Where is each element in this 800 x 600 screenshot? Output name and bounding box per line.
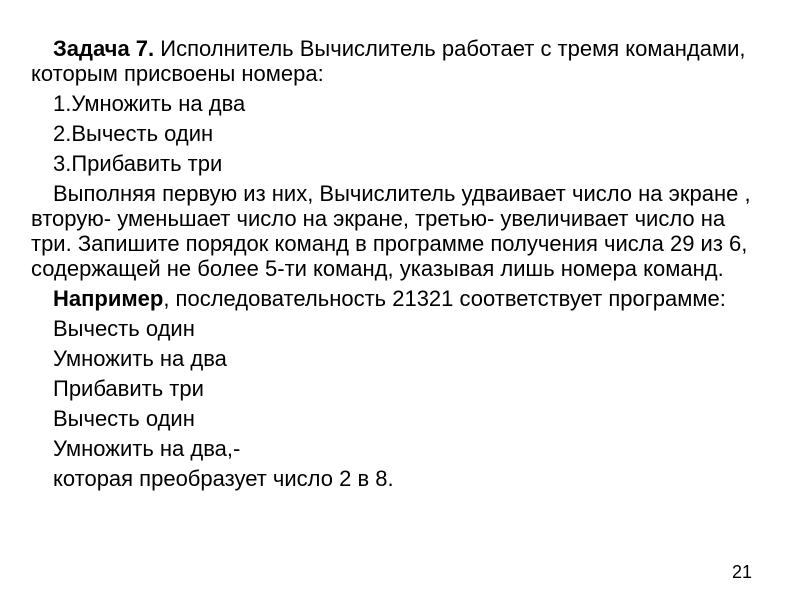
- example-step-4: Вычесть один: [53, 406, 195, 431]
- example-text: , последовательность 21321 соответствует программе:: [163, 286, 726, 311]
- slide-content: [31, 36, 771, 496]
- task-description: Выполняя первую из них, Вычислитель удваивает число на экране , вторую- уменьшает число на экране, третью- увеличивает число на три. Запишите порядок команд в программе получения числа 29 из 6, содержащей не более 5-ти команд, указывая лишь номера команд.: [31, 181, 751, 281]
- page-number: 21: [731, 562, 752, 582]
- example-step-2: Умножить на два: [53, 346, 227, 371]
- example-step-1: Вычесть один: [53, 316, 195, 341]
- example-conclusion: которая преобразует число 2 в 8.: [53, 466, 394, 491]
- task-intro: Исполнитель Вычислитель работает с тремя командами, которым присвоены номера:: [31, 36, 746, 86]
- example-step-3: Прибавить три: [53, 376, 204, 401]
- example-statement: [31, 286, 771, 311]
- command-item-3: 3.Прибавить три: [53, 151, 223, 176]
- task-label: Задача 7.: [53, 36, 155, 61]
- example-step-5: Умножить на два,-: [53, 436, 241, 461]
- command-item-1: 1.Умножить на два: [53, 91, 246, 116]
- command-item-2: 2.Вычесть один: [53, 121, 214, 146]
- task-statement: [31, 36, 771, 86]
- example-label: Например: [53, 286, 164, 311]
